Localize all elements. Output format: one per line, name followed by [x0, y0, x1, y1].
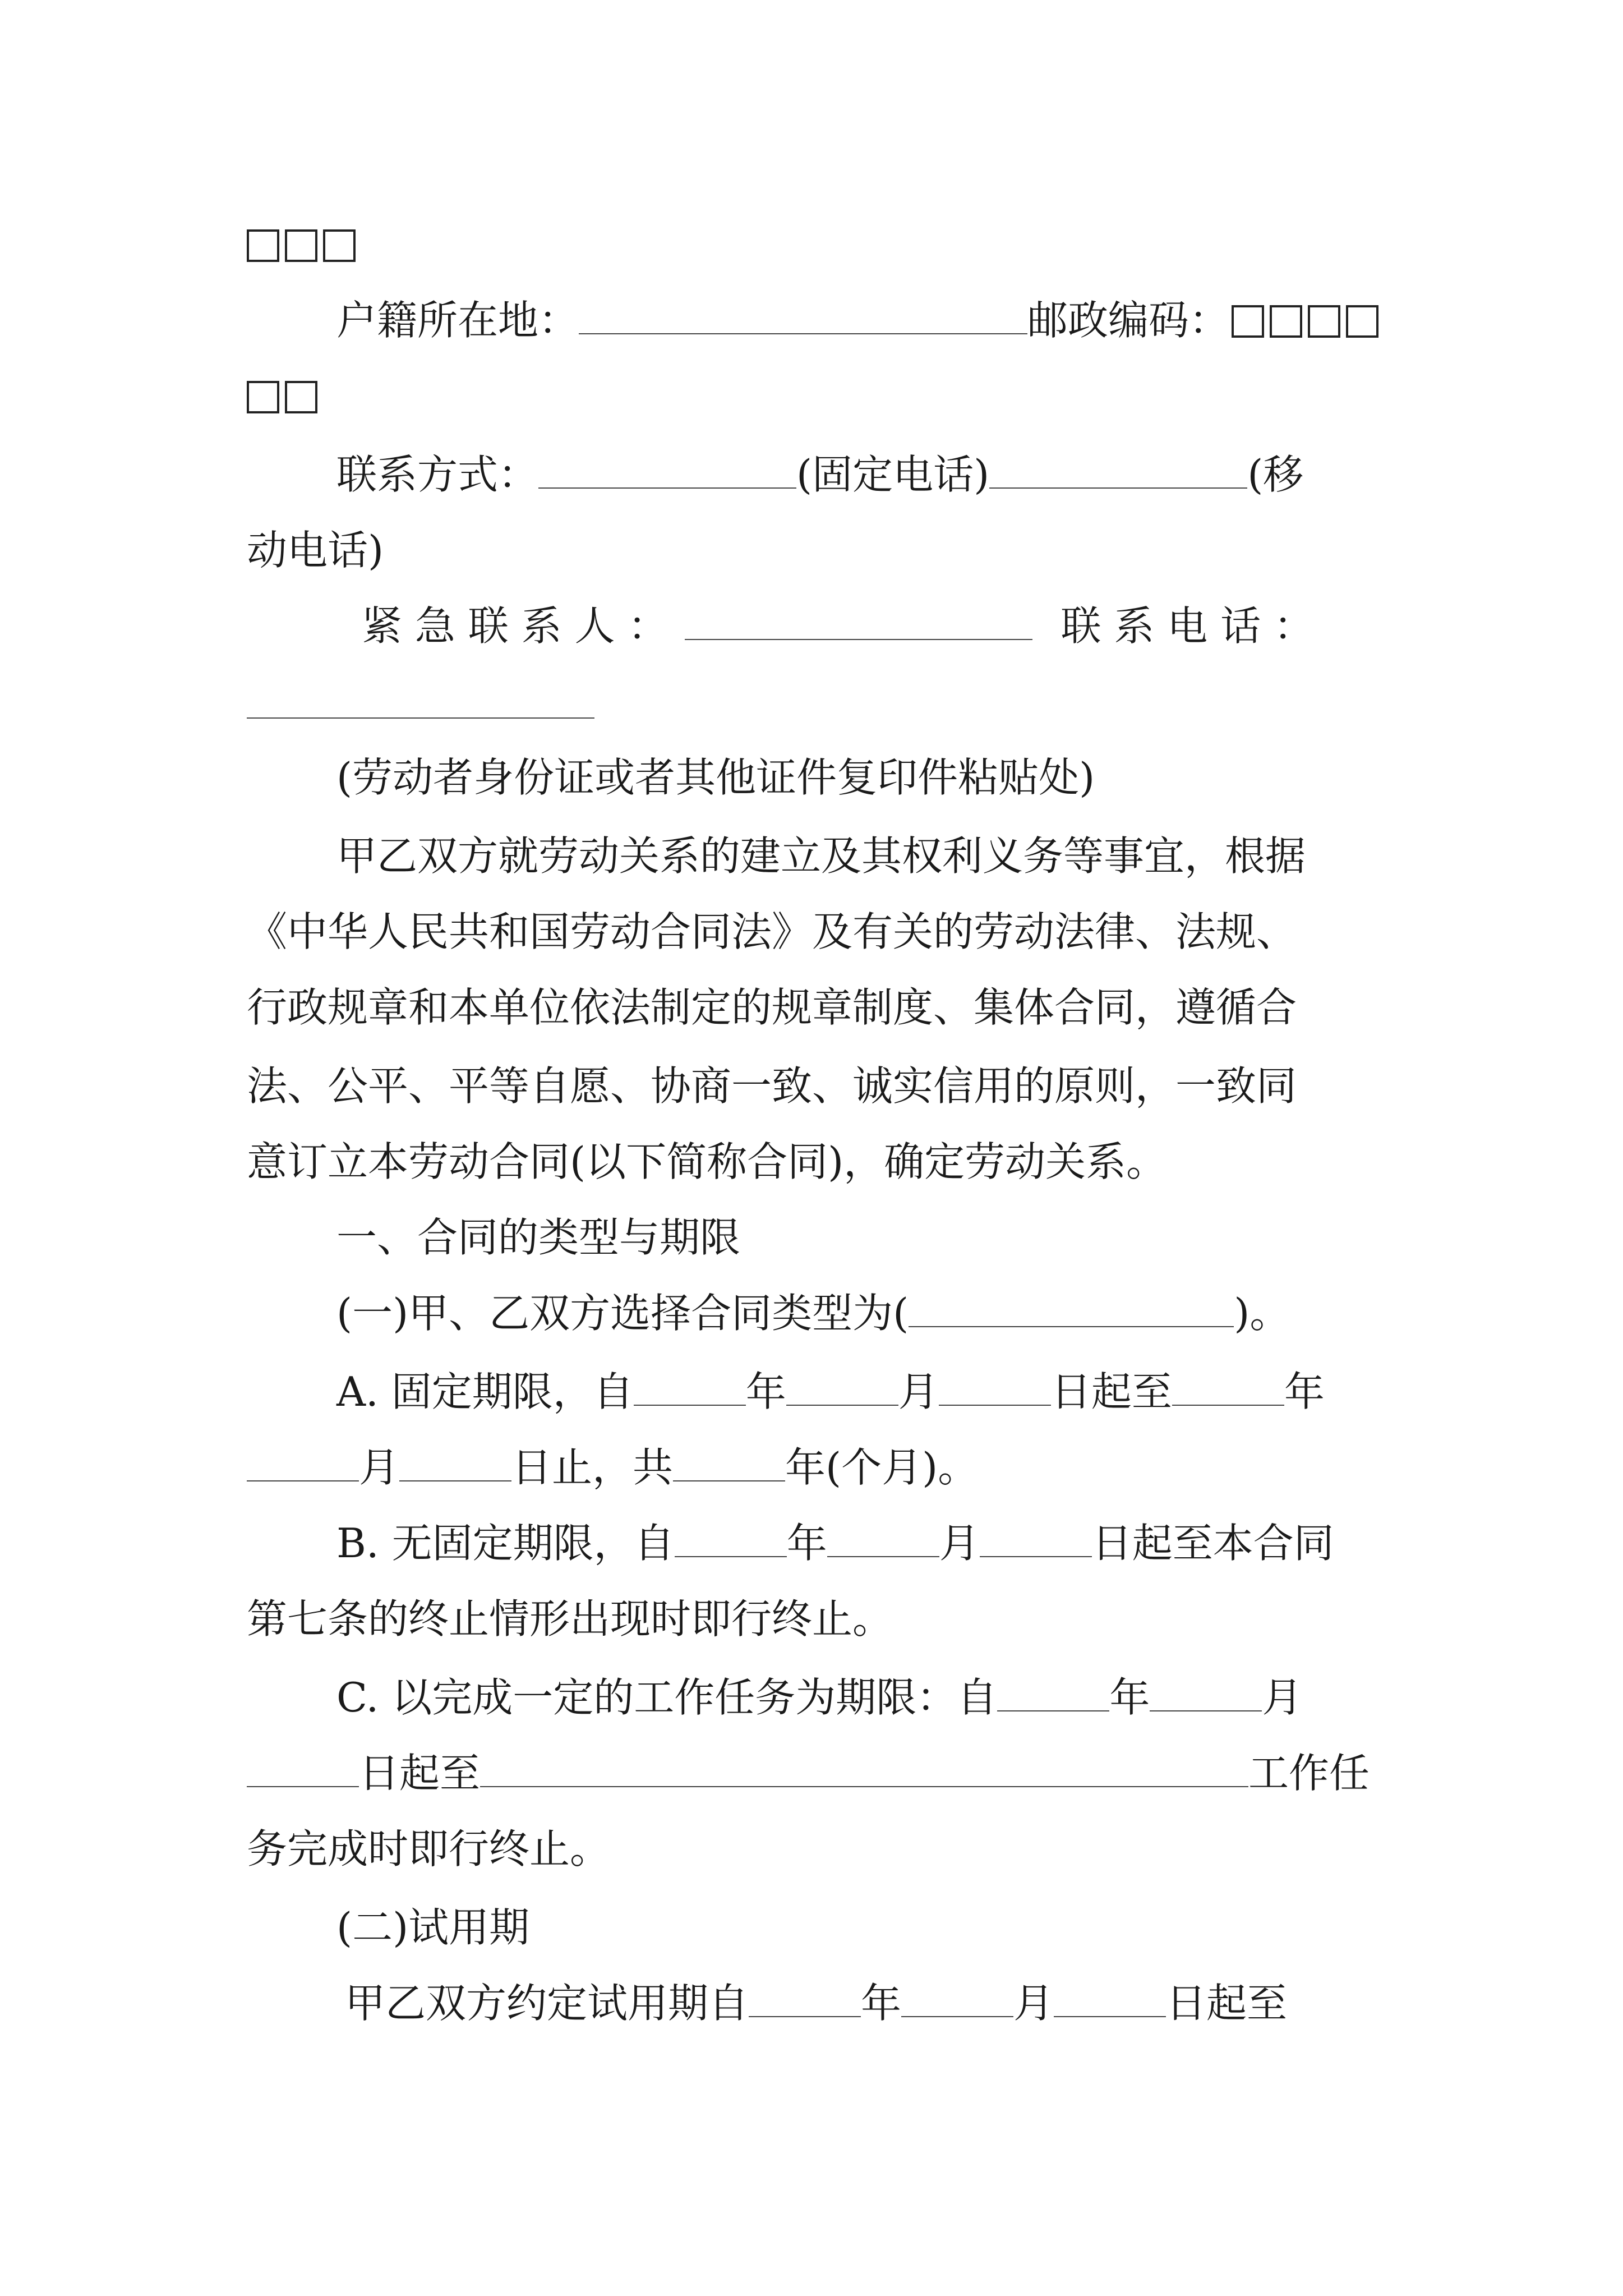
option-a-line — [336, 1368, 1325, 1415]
c-month-blank[interactable] — [1150, 1678, 1262, 1711]
a-day-blank[interactable] — [939, 1372, 1051, 1406]
intro-line-5: 意订立本劳动合同(以下简称合同)，确定劳动关系。 — [247, 1138, 1167, 1185]
intro-line-2: 《中华人民共和国劳动合同法》及有关的劳动法律、法规、 — [247, 908, 1297, 955]
mobile-phone-label-a: (移 — [1247, 451, 1304, 498]
contact-phone-label: 联 系 电 话 ： — [1061, 602, 1314, 650]
mobile-phone-blank[interactable] — [989, 455, 1247, 489]
intro-line-1: 甲乙双方就劳动关系的建立及其权利义务等事宜，根据 — [336, 832, 1306, 880]
huji-line — [336, 297, 1384, 344]
huji-blank[interactable] — [579, 301, 1027, 334]
type-line — [336, 1290, 1290, 1337]
option-b-line-2: 第七条的终止情形出现时即行终止。 — [247, 1595, 893, 1642]
b-label: B. 无固定期限，自 — [336, 1520, 675, 1567]
option-c-line — [336, 1674, 1303, 1721]
fixed-phone-label: (固定电话) — [796, 451, 990, 498]
year-label: 年 — [786, 1520, 827, 1567]
fixed-phone-blank[interactable] — [538, 455, 796, 489]
emergency-label: 紧 急 联 系 人 ： — [362, 602, 668, 650]
c-day-blank[interactable] — [247, 1754, 359, 1787]
option-a-line-2 — [247, 1444, 979, 1491]
a-months-label: 年(个月)。 — [785, 1444, 979, 1491]
a-month-blank[interactable] — [786, 1372, 898, 1406]
b-end-label: 日起至本合同 — [1091, 1520, 1334, 1567]
digit-box — [1346, 305, 1378, 338]
digit-box — [247, 381, 279, 413]
prob-label: 甲乙双方约定试用期自 — [345, 1980, 749, 2027]
c-label: C. 以完成一定的工作任务为期限：自 — [336, 1674, 998, 1721]
digit-box — [285, 229, 317, 262]
huji-label: 户籍所在地： — [336, 297, 579, 344]
prob-day-blank[interactable] — [1054, 1984, 1166, 2017]
postcode-boxes-cont — [247, 376, 323, 416]
a-label: A. 固定期限，自 — [336, 1368, 634, 1415]
intro-line-3: 行政规章和本单位依法制定的规章制度、集体合同，遵循合 — [247, 984, 1297, 1031]
b-day-blank[interactable] — [980, 1524, 1092, 1557]
month-label: 月 — [1262, 1674, 1303, 1721]
type-blank[interactable] — [909, 1294, 1234, 1327]
probation-heading: (二)试用期 — [336, 1904, 530, 1951]
digit-box — [285, 381, 317, 413]
digit-box — [1232, 305, 1264, 338]
contact-phone-blank[interactable] — [247, 685, 594, 719]
year-label: 年 — [1284, 1368, 1325, 1415]
c-from-label: 日起至 — [359, 1750, 481, 1797]
type-end: )。 — [1234, 1290, 1290, 1337]
a-year-blank[interactable] — [634, 1372, 746, 1406]
digit-box — [1308, 305, 1340, 338]
youzheng-label: 邮政编码： — [1027, 297, 1230, 344]
contact-line-2 — [247, 527, 384, 574]
a-end-label: 日止，共 — [511, 1444, 674, 1491]
c-task-blank[interactable] — [480, 1754, 1248, 1787]
month-label: 月 — [898, 1368, 939, 1415]
b-year-blank[interactable] — [675, 1524, 787, 1557]
from-to-label: 日起至 — [1166, 1980, 1288, 2027]
option-c-line-3: 务完成时即行终止。 — [247, 1825, 611, 1872]
year-label: 年 — [861, 1980, 902, 2027]
emergency-blank[interactable] — [685, 606, 1032, 640]
intro-line-4: 法、公平、平等自愿、协商一致、诚实信用的原则，一致同 — [247, 1062, 1297, 1110]
prob-year-blank[interactable] — [749, 1984, 861, 2017]
mobile-phone-label-b: 动电话) — [247, 527, 384, 574]
b-month-blank[interactable] — [827, 1524, 939, 1557]
year-label: 年 — [1109, 1674, 1150, 1721]
digit-box — [323, 229, 356, 262]
year-label: 年 — [745, 1368, 786, 1415]
id-paste-note: (劳动者身份证或者其他证件复印件粘贴处) — [336, 754, 1095, 801]
a-total-blank[interactable] — [673, 1448, 785, 1481]
contact-label: 联系方式： — [336, 451, 539, 498]
probation-line — [345, 1980, 1288, 2027]
a-end-year-blank[interactable] — [1172, 1372, 1284, 1406]
c-task-label: 工作任 — [1248, 1750, 1370, 1797]
type-label: (一)甲、乙双方选择合同类型为( — [336, 1290, 909, 1337]
a-end-month-blank[interactable] — [247, 1448, 359, 1481]
emergency-line-2 — [247, 684, 594, 725]
from-to-label: 日起至 — [1050, 1368, 1172, 1415]
digit-box — [1270, 305, 1302, 338]
digit-box — [247, 229, 279, 262]
emergency-line — [362, 602, 1314, 650]
c-year-blank[interactable] — [997, 1678, 1109, 1711]
section-1-heading: 一、合同的类型与期限 — [336, 1214, 741, 1261]
month-label: 月 — [1013, 1980, 1054, 2027]
option-b-line — [336, 1520, 1334, 1567]
month-label: 月 — [939, 1520, 980, 1567]
a-end-day-blank[interactable] — [399, 1448, 511, 1481]
top-postcode-boxes — [247, 224, 361, 265]
option-c-line-2 — [247, 1750, 1370, 1797]
prob-month-blank[interactable] — [901, 1984, 1013, 2017]
month-label: 月 — [359, 1444, 400, 1491]
contact-line — [336, 451, 1304, 498]
